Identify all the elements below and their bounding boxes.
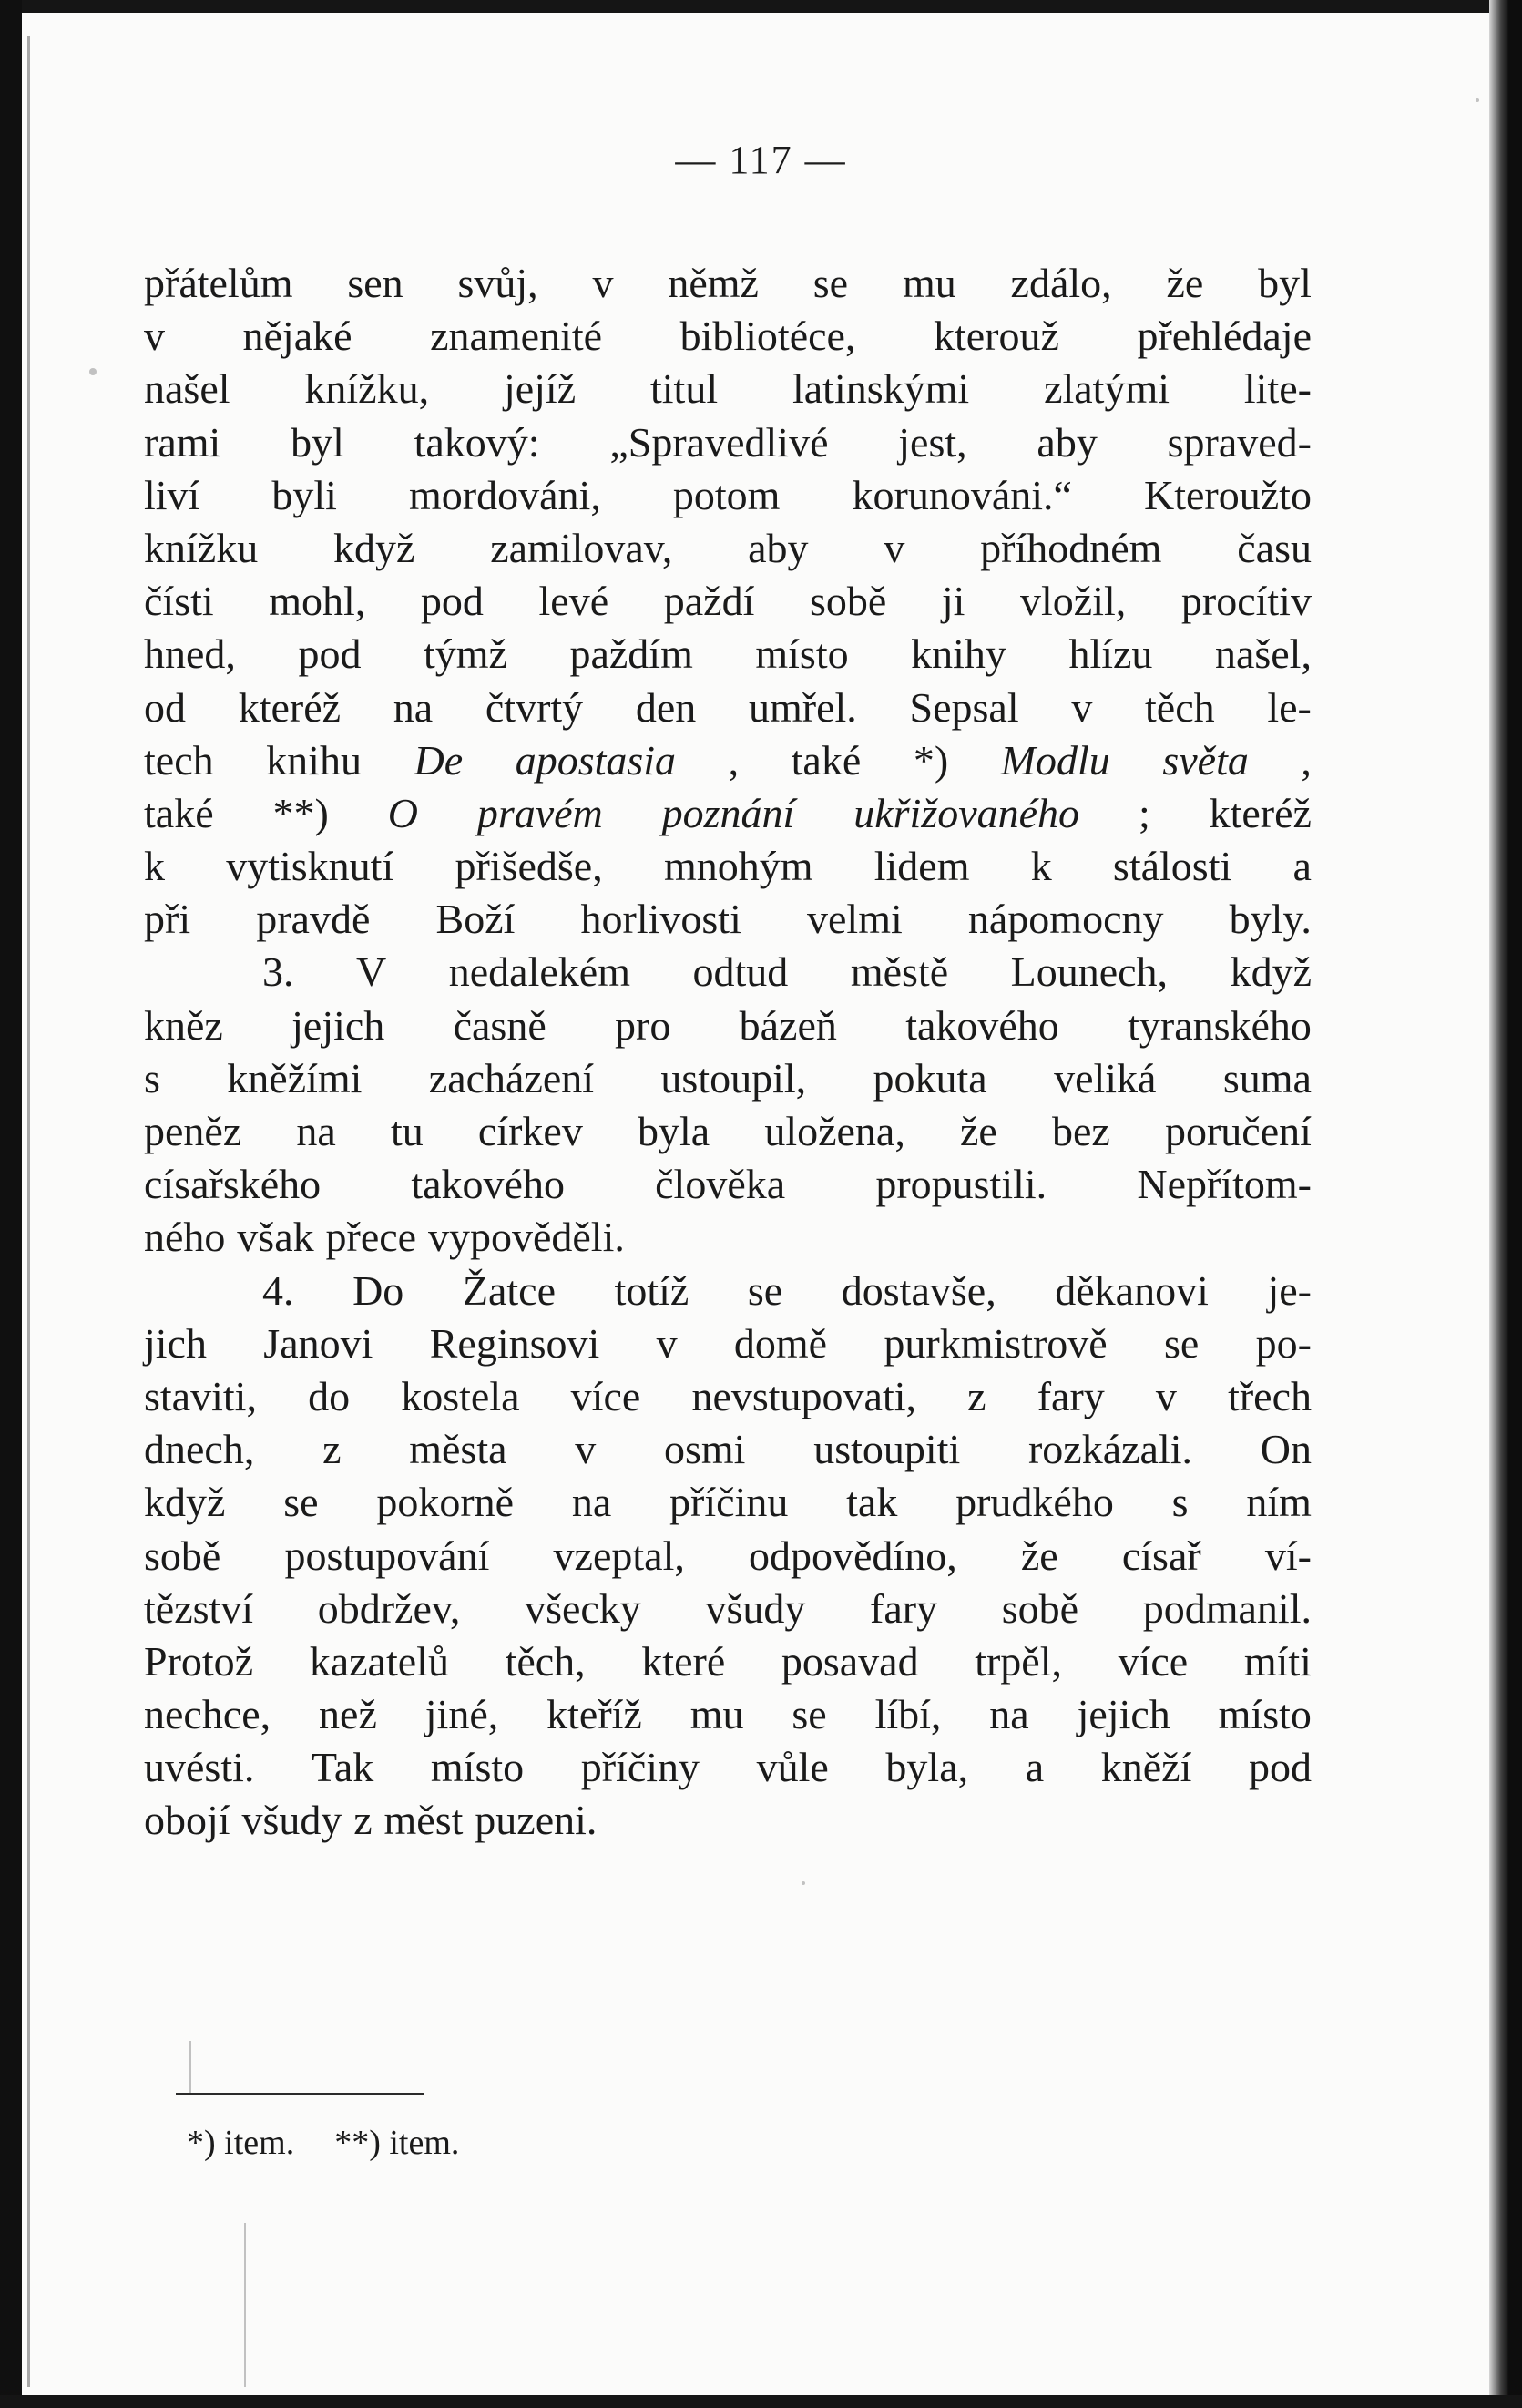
word: 3. (262, 948, 294, 996)
word: pro (615, 1001, 671, 1049)
footnote-2: **) item. (334, 2124, 460, 2162)
text-line (144, 575, 1312, 628)
word: rami (144, 418, 221, 466)
scan-edge-top (0, 0, 1522, 13)
footnote-1: *) item. (187, 2124, 295, 2162)
word: v (575, 1426, 597, 1473)
word: Tak (311, 1744, 374, 1791)
word: titul (649, 365, 719, 413)
word: zacházení (428, 1054, 595, 1102)
word: Lounech, (1010, 948, 1169, 996)
word: Nepřítom- (1137, 1161, 1312, 1208)
text-line (144, 1265, 1312, 1317)
word: le- (1267, 683, 1312, 731)
word: byli (271, 471, 337, 518)
word: k (1030, 843, 1052, 890)
page-number (0, 137, 1522, 183)
word: kterouž (933, 313, 1059, 360)
word: kteréž (1209, 789, 1312, 836)
word: , (728, 736, 740, 784)
word: tězství (144, 1584, 254, 1632)
footnote-divider (176, 2093, 424, 2095)
stray-ink-mark (89, 368, 97, 375)
word: ním (1246, 1479, 1312, 1526)
word: do (308, 1372, 351, 1419)
word: v (884, 524, 905, 571)
text-line (144, 1476, 1312, 1529)
word: s (1171, 1479, 1189, 1526)
text-line (144, 522, 1312, 575)
text-line (144, 1794, 1312, 1847)
word: mohl, (269, 578, 366, 625)
word: ví- (1264, 1532, 1312, 1579)
word: místo (1218, 1691, 1312, 1738)
footnotes (187, 2123, 459, 2163)
text-line (144, 1158, 1312, 1211)
text-line (144, 257, 1312, 310)
text-line (144, 734, 1312, 787)
word: knížku, (304, 365, 430, 413)
word: Do (352, 1266, 404, 1314)
word: totíž (614, 1266, 689, 1314)
word: byl (291, 418, 344, 466)
word: jejíž (503, 365, 577, 413)
word: ji (941, 578, 965, 625)
text-line (144, 787, 1312, 840)
text-line (144, 1370, 1312, 1423)
word: svůj, (457, 260, 538, 306)
word: vypověděli. (427, 1214, 625, 1261)
word: nechce, (144, 1691, 271, 1738)
word: sen (347, 260, 403, 306)
word: než (319, 1691, 377, 1738)
word: na (989, 1691, 1029, 1738)
word: místo (430, 1744, 525, 1791)
word: tu (390, 1108, 424, 1154)
text-line (144, 1583, 1312, 1635)
word: horlivosti (580, 896, 741, 943)
word: císařského (144, 1161, 322, 1208)
word: vložil, (1020, 578, 1127, 625)
word: se (812, 260, 849, 306)
word: týmž (423, 630, 507, 678)
text-line (144, 1423, 1312, 1476)
word: fary (870, 1584, 938, 1632)
word: z (322, 1426, 342, 1473)
word: se (792, 1691, 827, 1738)
word: němž (668, 260, 759, 306)
word: prudkého (955, 1479, 1114, 1526)
word: velmi (807, 896, 903, 943)
word: dostavše, (841, 1266, 996, 1314)
word: aby (748, 524, 809, 571)
word: ného (144, 1214, 226, 1261)
word: kostela (401, 1372, 520, 1419)
word: **) (272, 789, 329, 836)
word: stálosti (1112, 843, 1232, 890)
word: v (592, 260, 614, 306)
word: „Spravedlivé (609, 418, 829, 466)
word: paždí (663, 578, 755, 625)
word: byly. (1229, 896, 1312, 943)
text-line (144, 628, 1312, 681)
word: kněží (1100, 1744, 1192, 1791)
word: lite- (1243, 365, 1312, 413)
word: mnohým (663, 843, 813, 890)
word: třech (1228, 1372, 1312, 1419)
word: těch (1145, 683, 1215, 731)
word: kazatelů (309, 1637, 449, 1685)
word: tech (144, 736, 214, 784)
text-line (144, 999, 1312, 1052)
word: aby (1037, 418, 1098, 466)
word: v (656, 1319, 678, 1367)
word: se (747, 1266, 783, 1314)
word: knihy (911, 630, 1006, 678)
word: staviti, (144, 1372, 257, 1419)
word: jiné, (424, 1691, 499, 1738)
word: posavad (781, 1637, 919, 1685)
word: mu (689, 1691, 744, 1738)
word: císař (1121, 1532, 1201, 1579)
word: našel (144, 365, 230, 413)
text-line (144, 363, 1312, 415)
word: takový: (414, 418, 540, 466)
word: ustoupiti (813, 1426, 961, 1473)
word: latinskými (792, 365, 970, 413)
word: tak (846, 1479, 898, 1526)
word: trpěl, (975, 1637, 1062, 1685)
word: v (144, 313, 165, 360)
word: jest, (898, 418, 967, 466)
word: knížku (144, 524, 259, 571)
word: pokuta (873, 1054, 987, 1102)
word: pod (298, 630, 362, 678)
word: purkmistrově (884, 1319, 1108, 1367)
word: kněz (144, 1001, 223, 1049)
word: zlatými (1044, 365, 1170, 413)
word: odtud (692, 948, 789, 996)
word: osmi (664, 1426, 746, 1473)
word: na (393, 683, 434, 731)
scan-edge-left-line (27, 36, 30, 2387)
word: všudy (241, 1797, 342, 1844)
word: pravém (476, 789, 603, 836)
stray-ink-mark (802, 1881, 805, 1885)
scan-edge-bottom (0, 2395, 1522, 2408)
word: uložena, (764, 1108, 905, 1154)
text-line (144, 1635, 1312, 1688)
word: sobě (809, 578, 887, 625)
word: znamenité (430, 313, 603, 360)
word: městě (850, 948, 949, 996)
word: uvésti. (144, 1744, 255, 1791)
word: s (144, 1054, 160, 1102)
text-line (144, 1741, 1312, 1794)
word: V (356, 948, 387, 996)
word: bez (1051, 1108, 1110, 1154)
word: pokorně (376, 1479, 515, 1526)
word: propustili. (875, 1161, 1047, 1208)
word: čísti (144, 578, 214, 625)
word: přátelům (144, 260, 293, 306)
word: v (1071, 683, 1093, 731)
text-line (144, 840, 1312, 893)
word: příčinu (669, 1479, 789, 1526)
word: více (1118, 1637, 1189, 1685)
word: dnech, (144, 1426, 255, 1473)
word: poručení (1164, 1108, 1312, 1154)
word: po- (1255, 1319, 1312, 1367)
text-line (144, 1317, 1312, 1370)
word: mordováni, (409, 471, 601, 518)
word: sobě (1001, 1584, 1079, 1632)
word: lidem (873, 843, 970, 890)
word: fary (1037, 1372, 1105, 1419)
word: nápomocny (967, 896, 1164, 943)
word: časně (453, 1001, 546, 1049)
stray-ink-mark (244, 2223, 246, 2387)
word: že (959, 1108, 997, 1154)
word: jejich (1077, 1691, 1170, 1738)
word: na (296, 1108, 336, 1154)
word: suma (1222, 1054, 1312, 1102)
word: potom (672, 471, 781, 518)
word: paždím (569, 630, 693, 678)
stray-ink-mark (1476, 98, 1479, 102)
word: zamilovav, (490, 524, 673, 571)
word: z (353, 1797, 373, 1844)
word: byl (1258, 260, 1312, 306)
word: veliká (1054, 1054, 1157, 1102)
word: které (641, 1637, 726, 1685)
word: všecky (525, 1584, 641, 1632)
word: přišedše, (455, 843, 603, 890)
word: odpovědíno, (749, 1532, 957, 1579)
word: Protož (144, 1637, 254, 1685)
word: takového (411, 1161, 565, 1208)
text-line (144, 416, 1312, 469)
word: vzeptal, (553, 1532, 685, 1579)
word: se (283, 1479, 319, 1526)
word: když (144, 1479, 226, 1526)
word: podmanil. (1142, 1584, 1312, 1632)
word: umřel. (749, 683, 857, 731)
word: peněz (144, 1108, 242, 1154)
word: je- (1267, 1266, 1312, 1314)
word: mu (902, 260, 956, 306)
text-line (144, 946, 1312, 999)
word: vytisknutí (226, 843, 394, 890)
text-line (144, 1105, 1312, 1158)
word: obojí (144, 1797, 230, 1844)
word: Reginsovi (429, 1319, 600, 1367)
word: přece (325, 1214, 417, 1261)
word: poznání (661, 789, 795, 836)
text-line (144, 1211, 1312, 1264)
word: rozkázali. (1027, 1426, 1193, 1473)
word: měst (383, 1797, 464, 1844)
text-line (144, 1052, 1312, 1105)
word: , (1301, 736, 1312, 784)
word: církev (477, 1108, 583, 1154)
word: procítiv (1180, 578, 1312, 625)
word: bázeň (739, 1001, 837, 1049)
word: od (144, 683, 186, 731)
word: míti (1243, 1637, 1312, 1685)
word: příhodném (980, 524, 1162, 571)
word: Žatce (462, 1266, 556, 1314)
word: více (570, 1372, 641, 1419)
word: nějaké (242, 313, 352, 360)
word: čtvrtý (485, 683, 584, 731)
word: domě (733, 1319, 828, 1367)
word: příčiny (580, 1744, 700, 1791)
text-line (144, 1688, 1312, 1741)
word: bibliotéce, (679, 313, 856, 360)
word: Janovi (263, 1319, 373, 1367)
word: nedalekém (448, 948, 630, 996)
word: a (1025, 1744, 1045, 1791)
stray-ink-mark (189, 2041, 191, 2095)
word: když (333, 524, 415, 571)
word: místo (755, 630, 849, 678)
word: sobě (144, 1532, 221, 1579)
word: byla, (885, 1744, 969, 1791)
word: Kteroužto (1144, 471, 1312, 518)
word: byla (637, 1108, 710, 1154)
word: Sepsal (909, 683, 1019, 731)
word: 4. (262, 1266, 294, 1314)
word: obdržev, (317, 1584, 461, 1632)
word: postupování (284, 1532, 490, 1579)
word: puzeni. (475, 1797, 598, 1844)
word: hlízu (1068, 630, 1153, 678)
word: z (967, 1372, 986, 1419)
word: času (1237, 524, 1312, 571)
scan-edge-left (0, 0, 22, 2408)
word: však (237, 1214, 314, 1261)
word: světa (1162, 736, 1249, 784)
word: spraved- (1167, 418, 1312, 466)
word: ; (1138, 789, 1150, 836)
word: knihu (266, 736, 362, 784)
word: tyranského (1128, 1001, 1312, 1049)
word: De (414, 736, 464, 784)
word: přehlédaje (1137, 313, 1312, 360)
word: těch, (505, 1637, 586, 1685)
word: pod (1248, 1744, 1312, 1791)
word: On (1260, 1426, 1312, 1473)
word: kněžími (227, 1054, 363, 1102)
word: také (791, 736, 862, 784)
word: na (571, 1479, 612, 1526)
word: den (635, 683, 697, 731)
word: děkanovi (1055, 1266, 1209, 1314)
word: nevstupovati, (691, 1372, 917, 1419)
word: města (409, 1426, 507, 1473)
word: kteříž (546, 1691, 642, 1738)
scan-edge-right (1489, 0, 1522, 2408)
word: jejich (291, 1001, 385, 1049)
word: zdálo, (1010, 260, 1112, 306)
word: při (144, 896, 191, 943)
text-line (144, 310, 1312, 363)
word: ustoupil, (660, 1054, 807, 1102)
word: vůle (756, 1744, 829, 1791)
word: korunováni.“ (852, 471, 1072, 518)
word: také (144, 789, 214, 836)
word: takového (905, 1001, 1059, 1049)
word: levé (538, 578, 609, 625)
word: hned, (144, 630, 236, 678)
word: kteréž (238, 683, 342, 731)
word: a (1292, 843, 1312, 890)
word: liví (144, 471, 200, 518)
body-text (144, 257, 1312, 1848)
text-line (144, 469, 1312, 522)
word: se (1164, 1319, 1200, 1367)
word: člověka (655, 1161, 786, 1208)
word: Boží (435, 896, 516, 943)
word: ukřižovaného (853, 789, 1080, 836)
word: pod (420, 578, 484, 625)
word: k (144, 843, 165, 890)
word: že (1020, 1532, 1058, 1579)
word: líbí, (874, 1691, 942, 1738)
word: *) (913, 736, 949, 784)
word: jich (144, 1319, 207, 1367)
text-line (144, 893, 1312, 946)
word: O (387, 789, 418, 836)
word: v (1155, 1372, 1177, 1419)
word: pravdě (256, 896, 371, 943)
text-line (144, 1530, 1312, 1583)
word: apostasia (515, 736, 677, 784)
word: Modlu (1000, 736, 1110, 784)
page-number-text: — 117 — (675, 138, 847, 182)
word: našel, (1214, 630, 1312, 678)
word: všudy (705, 1584, 806, 1632)
text-line (144, 681, 1312, 734)
word: že (1166, 260, 1204, 306)
word: když (1230, 948, 1312, 996)
